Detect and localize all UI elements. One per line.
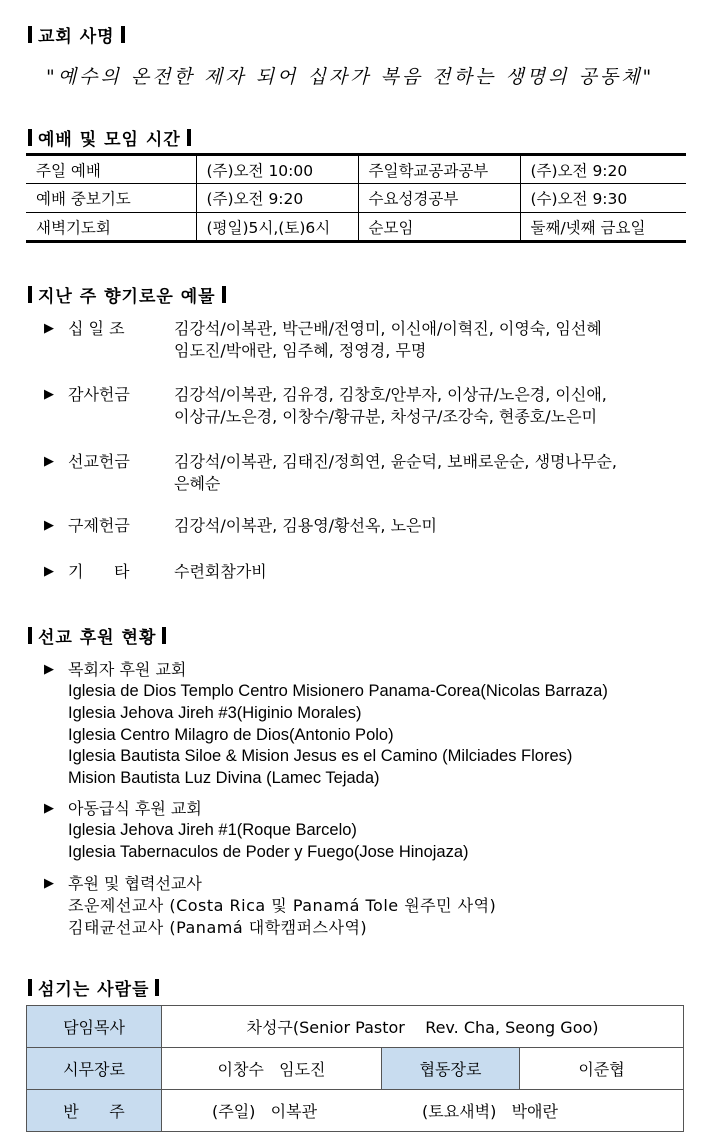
table-cell: 새벽기도회	[26, 213, 196, 242]
mission-title: 교회 사명	[38, 27, 115, 47]
table-row	[26, 213, 686, 242]
table-cell: (주)오전 9:20	[520, 155, 686, 184]
offering-label: 십 일 조	[68, 319, 125, 338]
table-cell: 주일 예배	[26, 155, 196, 184]
title-bar-right	[162, 627, 166, 644]
list-item: Iglesia Centro Milagro de Dios(Antonio Polo)	[68, 725, 394, 744]
triangle-bullet-icon: ▶	[44, 321, 54, 336]
names-line: 수련회참가비	[174, 562, 267, 581]
church-motto: "예수의 온전한 제자 되어 십자가 복음 전하는 생명의 공동체"	[46, 66, 655, 88]
servants-table	[26, 1005, 684, 1132]
triangle-bullet-icon: ▶	[44, 662, 54, 677]
support-group-head: 목회자 후원 교회	[68, 660, 187, 679]
names-line: 은혜순	[174, 474, 221, 493]
offering-title: 지난 주 향기로운 예물	[38, 287, 216, 307]
worship-schedule-table	[26, 153, 686, 243]
triangle-bullet-icon: ▶	[44, 454, 54, 469]
title-bar-right	[121, 26, 125, 43]
support-church-list	[68, 681, 708, 790]
section-title-support	[28, 623, 166, 648]
support-group-head: 후원 및 협력선교사	[68, 874, 202, 893]
names-line: 이상규/노은경, 이창수/황규분, 차성구/조강숙, 현종호/노은미	[174, 407, 598, 426]
table-row	[27, 1006, 684, 1048]
table-cell: (수)오전 9:30	[520, 184, 686, 213]
offering-names	[174, 561, 694, 583]
section-title-worship	[28, 125, 191, 150]
accompanist-sunday: (주일) 이복관	[212, 1102, 318, 1121]
table-cell: 예배 중보기도	[26, 184, 196, 213]
table-row	[27, 1090, 684, 1132]
names-line: 임도진/박애란, 임주혜, 정영경, 무명	[174, 341, 427, 360]
triangle-bullet-icon: ▶	[44, 518, 54, 533]
table-cell: (주)오전 9:20	[196, 184, 358, 213]
accompanist-saturday: (토요새벽) 박애란	[422, 1102, 558, 1121]
list-item: Mision Bautista Luz Divina (Lamec Tejada)	[68, 769, 380, 788]
offering-label: 감사헌금	[68, 385, 130, 404]
support-church-list	[68, 820, 708, 864]
support-group-head: 아동급식 후원 교회	[68, 799, 202, 818]
offering-names	[174, 318, 694, 362]
title-bar-right	[155, 979, 159, 996]
table-cell: (평일)5시,(토)6시	[196, 213, 358, 242]
list-item: Iglesia Bautista Siloe & Mision Jesus es el Camino (Milciades Flores)	[68, 747, 573, 766]
title-bar-left	[28, 286, 32, 303]
table-row	[27, 1048, 684, 1090]
triangle-bullet-icon: ▶	[44, 876, 54, 891]
list-item: Iglesia Jehova Jireh #3(Higinio Morales)	[68, 703, 362, 722]
section-title-mission	[28, 22, 125, 47]
triangle-bullet-icon: ▶	[44, 801, 54, 816]
triangle-bullet-icon: ▶	[44, 564, 54, 579]
offering-names	[174, 384, 694, 428]
names-line: 김강석/이복관, 박근배/전영미, 이신애/이혁진, 이영숙, 임선혜	[174, 319, 602, 338]
accompanist-label: 반 주	[27, 1090, 162, 1132]
title-bar-right	[222, 286, 226, 303]
table-row	[26, 155, 686, 184]
names-line: 김강석/이복관, 김유경, 김창호/안부자, 이상규/노은경, 이신애,	[174, 385, 607, 404]
section-title-offering	[28, 282, 226, 307]
list-item: Iglesia de Dios Templo Centro Misionero Panama-Corea(Nicolas Barraza)	[68, 682, 608, 700]
table-cell: 주일학교공과공부	[358, 155, 520, 184]
title-bar-left	[28, 627, 32, 644]
coop-elder-label: 협동장로	[382, 1048, 520, 1090]
elder-label: 시무장로	[27, 1048, 162, 1090]
names-line: 김강석/이복관, 김태진/정희연, 윤순덕, 보배로운순, 생명나무순,	[174, 452, 617, 471]
section-title-servants	[28, 975, 159, 1000]
table-row	[26, 184, 686, 213]
title-bar-left	[28, 26, 32, 43]
table-cell: 수요성경공부	[358, 184, 520, 213]
offering-names	[174, 515, 694, 537]
title-bar-left	[28, 979, 32, 996]
table-cell: 순모임	[358, 213, 520, 242]
triangle-bullet-icon: ▶	[44, 387, 54, 402]
accompanist-value	[162, 1090, 684, 1132]
list-item: 김태균선교사 (Panamá 대학캠퍼스사역)	[68, 917, 368, 937]
names-line: 김강석/이복관, 김용영/황선옥, 노은미	[174, 516, 437, 535]
support-title: 선교 후원 현황	[38, 628, 157, 648]
offering-label: 구제헌금	[68, 516, 130, 535]
senior-pastor-label: 담임목사	[27, 1006, 162, 1048]
title-bar-left	[28, 129, 32, 146]
offering-label: 기 타	[68, 562, 130, 581]
title-bar-right	[187, 129, 191, 146]
coop-elder-value: 이준협	[520, 1048, 684, 1090]
table-cell: (주)오전 10:00	[196, 155, 358, 184]
missionary-list	[68, 895, 708, 939]
table-cell: 둘째/넷째 금요일	[520, 213, 686, 242]
list-item: Iglesia Jehova Jireh #1(Roque Barcelo)	[68, 821, 357, 839]
servants-title: 섬기는 사람들	[38, 980, 150, 1000]
offering-names	[174, 451, 694, 495]
elder-value: 이창수 임도진	[162, 1048, 382, 1090]
list-item: 조운제선교사 (Costa Rica 및 Panamá Tole 원주민 사역)	[68, 896, 497, 915]
worship-title: 예배 및 모임 시간	[38, 130, 181, 150]
list-item: Iglesia Tabernaculos de Poder y Fuego(Jose Hinojaza)	[68, 842, 469, 861]
offering-label: 선교헌금	[68, 452, 130, 471]
senior-pastor-value: 차성구(Senior Pastor Rev. Cha, Seong Goo)	[162, 1006, 684, 1048]
